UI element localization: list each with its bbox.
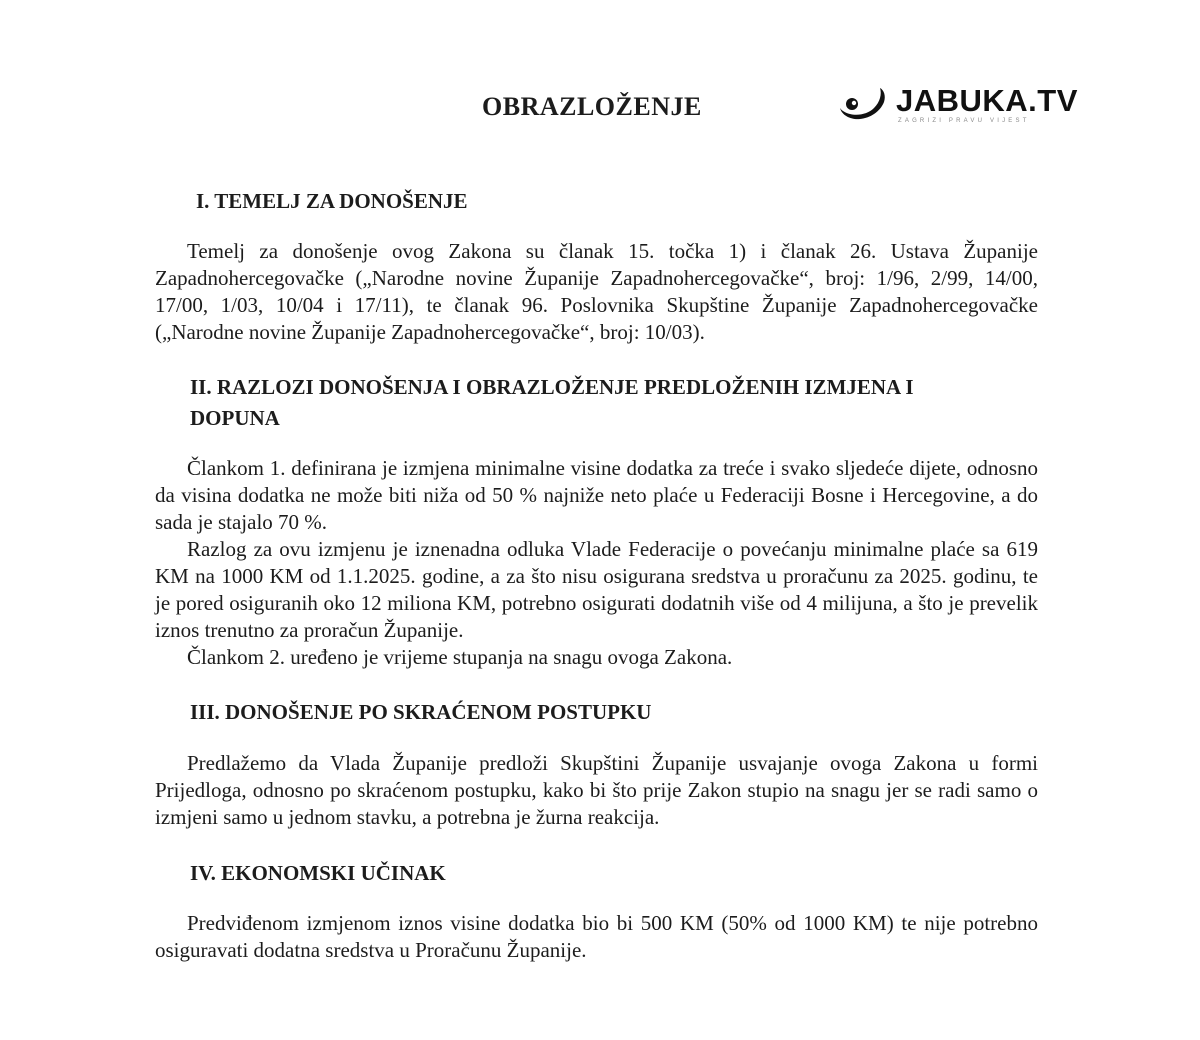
section-2-paragraph-3: Člankom 2. uređeno je vrijeme stupanja na snagu ovoga Zakona. bbox=[187, 645, 733, 669]
logo-tagline: ZAGRIZI PRAVU VIJEST bbox=[898, 118, 1030, 124]
section-heading-2-line-2: DOPUNA bbox=[190, 406, 280, 430]
section-heading-2-line-1: II. RAZLOZI DONOŠENJA I OBRAZLOŽENJE PREDLOŽENIH IZMJENA I bbox=[190, 375, 914, 399]
section-3-paragraph: Predlažemo da Vlada Županije predloži Skupštini Županije usvajanje ovoga Zakona u formi Prijedloga, odnosno po skraćenom postupku, kako bi što prije Zakon stupio na snagu jer se radi samo o izmjeni samo u jednom stavku, a potrebna je žurna reakcija. bbox=[155, 751, 1038, 829]
section-1-paragraph: Temelj za donošenje ovog Zakona su članak 15. točka 1) i članak 26. Ustava Županije Zapadnohercegovačke („Narodne novine Županije Zapadnohercegovačke“, broj: 1/96, 2/99, 14/00, 17/00, 1/03, 10/04 i 17/11), te članak 96. Poslovnika Skupštine Županije Zapadnohercegovačke („Narodne novine Županije Zapadnohercegovačke“, broj: 10/03). bbox=[155, 239, 1038, 344]
apple-bite-icon bbox=[836, 86, 888, 122]
jabuka-tv-logo bbox=[836, 84, 1076, 130]
section-4-paragraph: Predviđenom izmjenom iznos visine dodatka bio bi 500 KM (50% od 1000 KM) te nije potrebno osiguravati dodatna sredstva u Proračunu Županije. bbox=[155, 911, 1038, 962]
logo-wordmark: JABUKA.TV bbox=[896, 83, 1078, 118]
section-heading-3: III. DONOŠENJE PO SKRAĆENOM POSTUPKU bbox=[190, 700, 652, 724]
document-title: OBRAZLOŽENJE bbox=[482, 92, 702, 121]
section-2-paragraph-2: Razlog za ovu izmjenu je iznenadna odluka Vlade Federacije o povećanju minimalne plaće sa 619 KM na 1000 KM od 1.1.2025. godine, a za što nisu osigurana sredstva u proračunu za 2025. godinu, te je pored osiguranih oko 12 miliona KM, potrebno osigurati dodatnih više od 4 milijuna, a što je prevelik iznos trenutno za proračun Županije. bbox=[155, 537, 1038, 642]
section-2-paragraph-1: Člankom 1. definirana je izmjena minimalne visine dodatka za treće i svako sljedeće dijete, odnosno da visina dodatka ne može biti niža od 50 % najniže neto plaće u Federaciji Bosne i Hercegovine, a do sada je stajalo 70 %. bbox=[155, 456, 1038, 534]
section-heading-4: IV. EKONOMSKI UČINAK bbox=[190, 861, 446, 885]
section-heading-1: I. TEMELJ ZA DONOŠENJE bbox=[196, 189, 468, 213]
